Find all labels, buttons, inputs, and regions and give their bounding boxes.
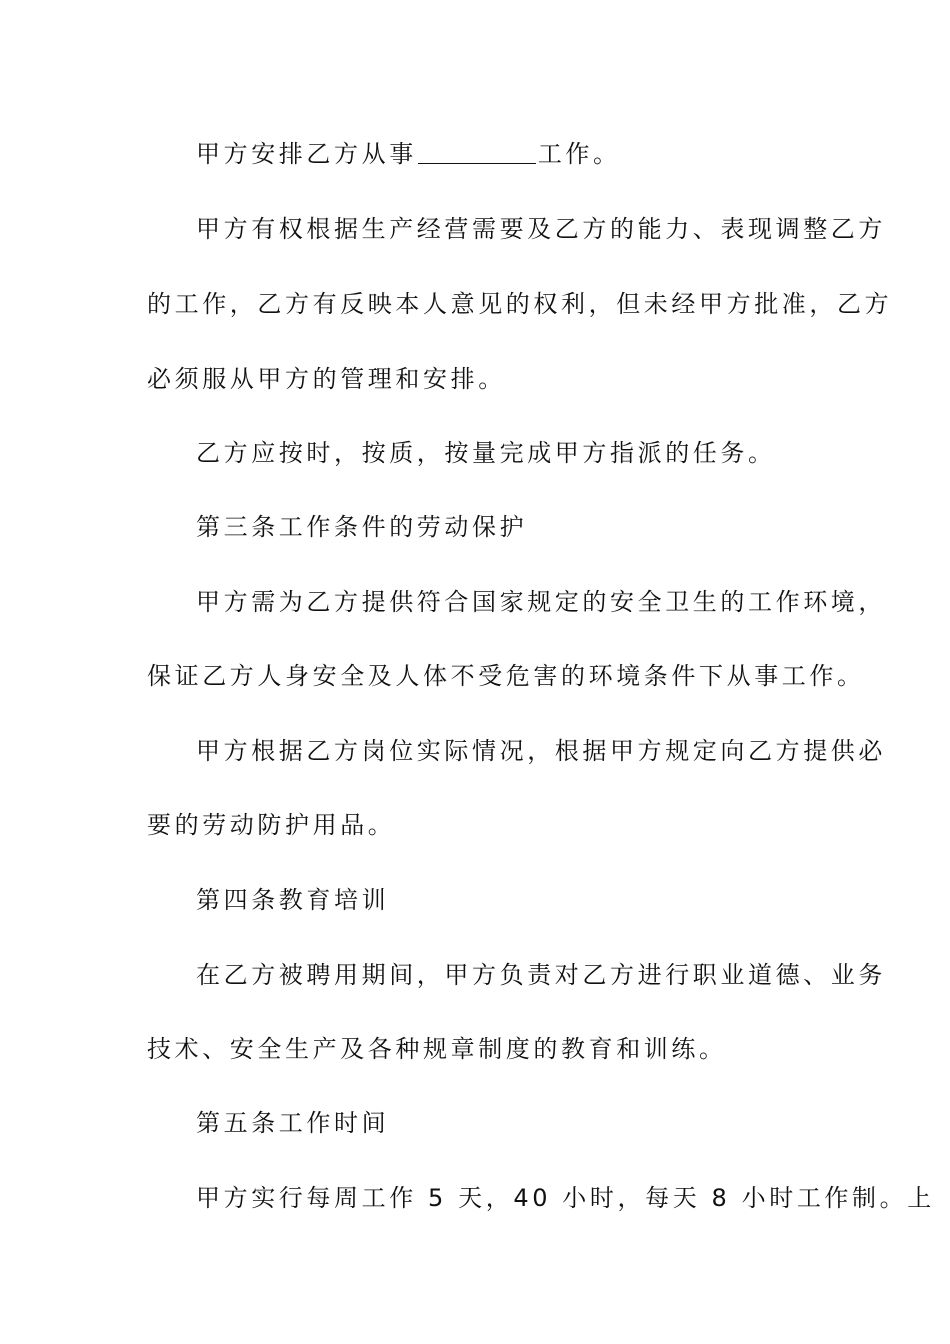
paragraph-protection-line-2: 要的劳动防护用品。 bbox=[147, 811, 396, 839]
paragraph-environment-line-1: 甲方需为乙方提供符合国家规定的安全卫生的工作环境， bbox=[196, 588, 886, 616]
paragraph-environment-line-2: 保证乙方人身安全及人体不受危害的环境条件下从事工作。 bbox=[147, 662, 865, 690]
section-heading-article-3: 第三条工作条件的劳动保护 bbox=[196, 513, 528, 541]
job-assignment-text-start: 甲方安排乙方从事 bbox=[196, 140, 417, 168]
job-blank-field bbox=[418, 139, 536, 164]
job-assignment-text-end: 工作。 bbox=[537, 140, 621, 168]
paragraph-training-line-1: 在乙方被聘用期间，甲方负责对乙方进行职业道德、业务 bbox=[196, 961, 886, 989]
paragraph-training-line-2: 技术、安全生产及各种规章制度的教育和训练。 bbox=[147, 1035, 727, 1063]
paragraph-adjust-line-2: 的工作，乙方有反映本人意见的权利，但未经甲方批准，乙方 bbox=[147, 290, 893, 318]
paragraph-job-assignment bbox=[196, 139, 621, 169]
paragraph-adjust-line-3: 必须服从甲方的管理和安排。 bbox=[147, 365, 506, 393]
paragraph-work-hours-line-1: 甲方实行每周工作 5 天，40 小时，每天 8 小时工作制。上 bbox=[196, 1184, 935, 1212]
paragraph-task-completion: 乙方应按时，按质，按量完成甲方指派的任务。 bbox=[196, 439, 776, 467]
section-heading-article-5: 第五条工作时间 bbox=[196, 1109, 390, 1137]
paragraph-protection-line-1: 甲方根据乙方岗位实际情况，根据甲方规定向乙方提供必 bbox=[196, 737, 886, 765]
section-heading-article-4: 第四条教育培训 bbox=[196, 886, 390, 914]
paragraph-adjust-line-1: 甲方有权根据生产经营需要及乙方的能力、表现调整乙方 bbox=[196, 215, 886, 243]
